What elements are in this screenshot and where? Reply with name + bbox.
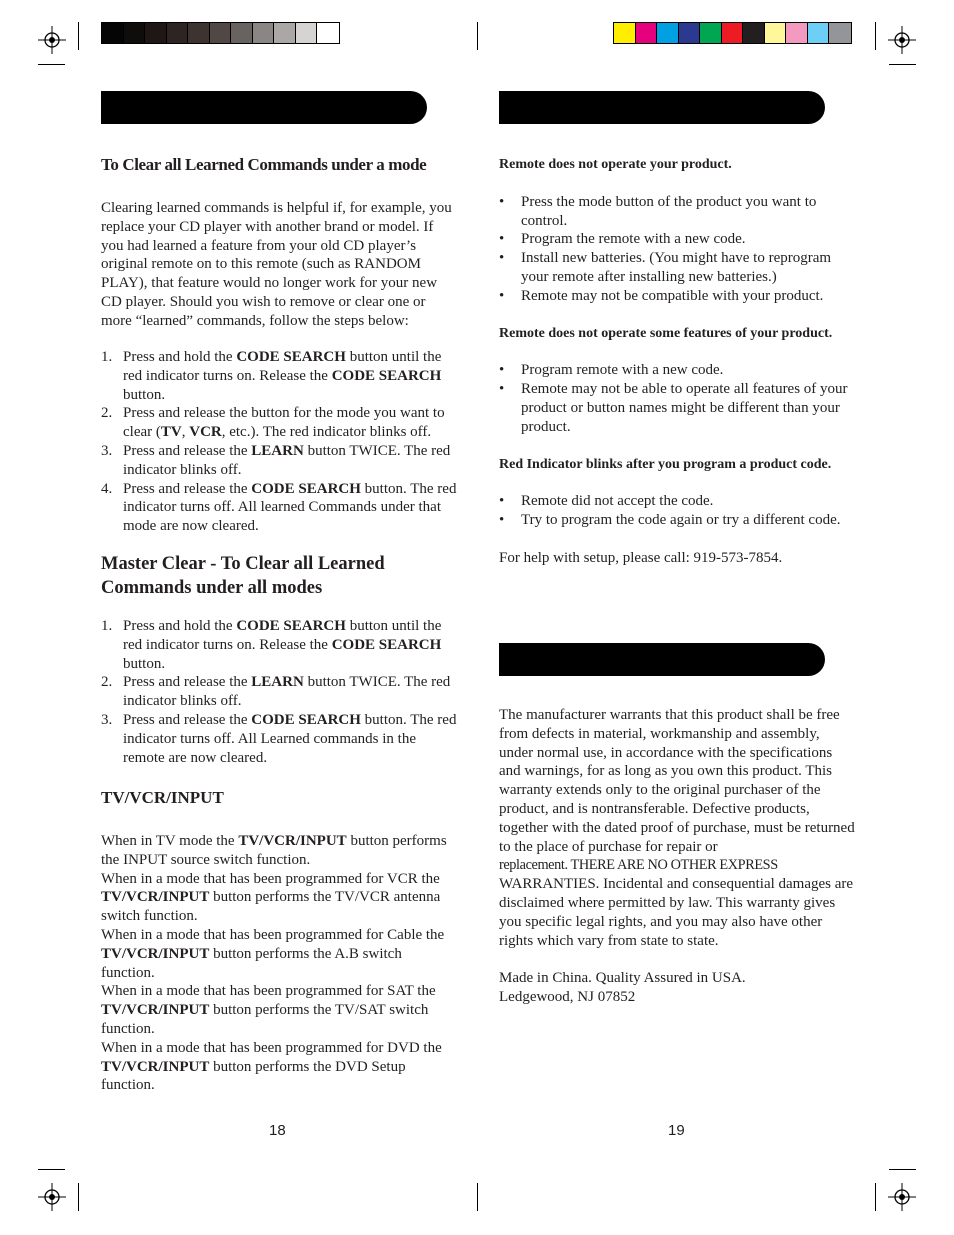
troubleshooting-section bbox=[499, 156, 855, 568]
crop-mark bbox=[875, 1183, 876, 1211]
warranty-text: WARRANTIES. Incidental and consequential damages are disclaimed where permitted by law. This warranty gives you specific legal rights, and you may also have other rights which vary from state to state. bbox=[499, 876, 854, 949]
crop-mark bbox=[38, 64, 65, 65]
color-swatch bbox=[210, 23, 232, 43]
registration-mark-icon bbox=[888, 1183, 916, 1216]
step-text: Press and release the CODE SEARCH button. The red indicator turns off. All Learned commands in the remote are now cleared. bbox=[123, 711, 457, 766]
color-swatch bbox=[188, 23, 210, 43]
step-item bbox=[101, 404, 457, 442]
step-text: Press and release the button for the mode you want to clear (TV, VCR, etc.). The red indicator blinks off. bbox=[123, 405, 445, 441]
color-swatch bbox=[317, 23, 339, 43]
bullet-icon: • bbox=[499, 381, 505, 398]
tvvcr-paragraph: When in a mode that has been programmed for VCR the TV/VCR/INPUT button performs the TV/VCR antenna switch function. bbox=[101, 870, 441, 925]
step-item bbox=[101, 442, 457, 480]
bullet-icon: • bbox=[499, 493, 505, 510]
color-swatch bbox=[231, 23, 253, 43]
step-item bbox=[101, 711, 457, 767]
color-swatch bbox=[124, 23, 146, 43]
help-line: For help with setup, please call: 919-573-7854. bbox=[499, 549, 783, 566]
bullet-item: • Remote may not be able to operate all features of your product or button names might be different than your product. bbox=[499, 381, 848, 435]
bullet-icon: • bbox=[499, 512, 505, 529]
address-line: Ledgewood, NJ 07852 bbox=[499, 988, 636, 1005]
warranty-text: The manufacturer warrants that this product shall be free from defects in material, workmanship and assembly, under normal use, in accordance with the specifications and warnings, for as long as you own this product. This warranty extends only to the original purchaser of the product, and is nontransferable. Defective products, together with the dated proof of purchase, must be returned to the place of purchase for repair or bbox=[499, 707, 855, 855]
made-in-line: Made in China. Quality Assured in USA. bbox=[499, 970, 746, 987]
bullet-icon: • bbox=[499, 287, 505, 304]
crop-mark bbox=[78, 22, 79, 50]
crop-mark bbox=[477, 22, 478, 50]
color-swatch bbox=[636, 23, 658, 43]
crop-mark bbox=[889, 1169, 916, 1170]
master-clear-heading: Master Clear - To Clear all Learned Commands under all modes bbox=[101, 554, 385, 598]
color-swatch bbox=[253, 23, 275, 43]
step-number: 3. bbox=[101, 711, 113, 728]
step-number: 1. bbox=[101, 349, 113, 365]
step-number: 1. bbox=[101, 618, 113, 634]
tvvcr-paragraph: When in a mode that has been programmed for DVD the TV/VCR/INPUT button performs the DVD Setup function. bbox=[101, 1039, 442, 1094]
color-swatch bbox=[145, 23, 167, 43]
warranty-section bbox=[499, 706, 855, 1007]
page-number-right: 19 bbox=[668, 1122, 685, 1139]
bullet-item: • Install new batteries. (You might have to reprogram your remote after installing new batteries.) bbox=[499, 250, 832, 285]
color-swatch bbox=[102, 23, 124, 43]
bullet-icon: • bbox=[499, 193, 505, 210]
section-header-bar bbox=[499, 91, 825, 124]
master-clear-steps bbox=[101, 617, 457, 767]
color-swatch bbox=[614, 23, 636, 43]
step-text: Press and release the LEARN button TWICE. The red indicator blinks off. bbox=[123, 442, 451, 478]
bullet-item: • Remote may not be compatible with your product. bbox=[499, 287, 824, 304]
bullet-item: • Program remote with a new code. bbox=[499, 362, 724, 379]
bullet-icon: • bbox=[499, 362, 505, 379]
step-text: Press and release the CODE SEARCH button. The red indicator turns off. All learned Commands under that mode are now cleared. bbox=[123, 480, 457, 535]
step-text: Press and hold the CODE SEARCH button until the red indicator turns on. Release the CODE SEARCH button. bbox=[123, 618, 442, 672]
crop-mark bbox=[875, 22, 876, 50]
process-color-bar bbox=[613, 22, 852, 44]
registration-mark-icon bbox=[38, 1183, 66, 1216]
tvvcr-paragraph: When in TV mode the TV/VCR/INPUT button performs the INPUT source switch function. bbox=[101, 833, 447, 868]
crop-mark bbox=[38, 1169, 65, 1170]
bullet-icon: • bbox=[499, 231, 505, 248]
step-item bbox=[101, 348, 457, 404]
warranty-text: replacement. THERE ARE NO OTHER EXPRESS bbox=[499, 857, 778, 874]
color-swatch bbox=[765, 23, 787, 43]
registration-mark-icon bbox=[888, 26, 916, 59]
step-item bbox=[101, 673, 457, 711]
tvvcr-heading: TV/VCR/INPUT bbox=[101, 788, 224, 807]
clear-mode-steps bbox=[101, 348, 457, 536]
trouble1-heading: Remote does not operate your product. bbox=[499, 157, 732, 172]
color-swatch bbox=[657, 23, 679, 43]
crop-mark bbox=[477, 1183, 478, 1211]
tvvcr-paragraph: When in a mode that has been programmed for SAT the TV/VCR/INPUT button performs the TV/SAT switch function. bbox=[101, 983, 436, 1037]
crop-mark bbox=[889, 64, 916, 65]
grayscale-color-bar bbox=[101, 22, 340, 44]
clear-intro-paragraph: Clearing learned commands is helpful if, for example, you replace your CD player with another brand or model. If you had learned a feature from your old CD player’s original remote on to this remote (such as RANDOM PLAY), that feature would no longer work for your new CD player. Should you wish to remove or clear one or more “learned” commands, follow the steps below: bbox=[101, 200, 452, 329]
color-swatch bbox=[722, 23, 744, 43]
tvvcr-paragraph: When in a mode that has been programmed for Cable the TV/VCR/INPUT button performs the A.B switch function. bbox=[101, 926, 445, 981]
tvvcr-paragraphs bbox=[101, 832, 457, 1095]
bullet-item: • Program the remote with a new code. bbox=[499, 231, 746, 248]
registration-mark-icon bbox=[38, 26, 66, 59]
color-swatch bbox=[786, 23, 808, 43]
bullet-item: • Try to program the code again or try a different code. bbox=[499, 512, 841, 529]
crop-mark bbox=[78, 1183, 79, 1211]
color-swatch bbox=[700, 23, 722, 43]
step-item bbox=[101, 480, 457, 536]
color-swatch bbox=[743, 23, 765, 43]
bullet-icon: • bbox=[499, 250, 505, 267]
color-swatch bbox=[829, 23, 851, 43]
clear-mode-heading: To Clear all Learned Commands under a mode bbox=[101, 155, 427, 174]
step-number: 4. bbox=[101, 480, 113, 497]
step-number: 3. bbox=[101, 442, 113, 459]
page-number-left: 18 bbox=[269, 1122, 286, 1139]
step-item bbox=[101, 617, 457, 673]
bullet-item: • Remote did not accept the code. bbox=[499, 493, 714, 510]
color-swatch bbox=[274, 23, 296, 43]
color-swatch bbox=[167, 23, 189, 43]
step-text: Press and release the LEARN button TWICE. The red indicator blinks off. bbox=[123, 674, 451, 710]
step-number: 2. bbox=[101, 674, 113, 691]
color-swatch bbox=[679, 23, 701, 43]
trouble3-heading: Red Indicator blinks after you program a product code. bbox=[499, 456, 832, 472]
trouble2-heading: Remote does not operate some features of your product. bbox=[499, 325, 833, 341]
bullet-item: • Press the mode button of the product you want to control. bbox=[499, 193, 817, 229]
section-header-bar bbox=[101, 91, 427, 124]
color-swatch bbox=[296, 23, 318, 43]
step-number: 2. bbox=[101, 405, 113, 422]
step-text: Press and hold the CODE SEARCH button until the red indicator turns on. Release the CODE SEARCH button. bbox=[123, 349, 442, 403]
color-swatch bbox=[808, 23, 830, 43]
section-header-bar bbox=[499, 643, 825, 676]
